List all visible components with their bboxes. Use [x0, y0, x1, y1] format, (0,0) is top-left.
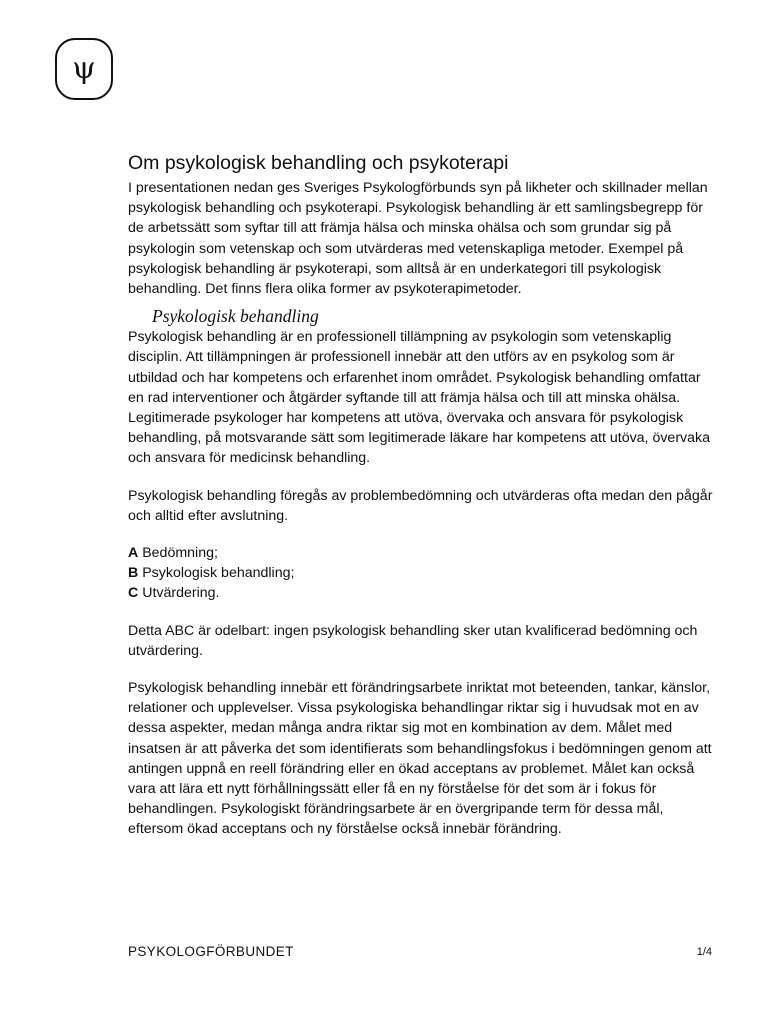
document-body	[128, 150, 718, 840]
document-title: Om psykologisk behandling och psykoterapi	[128, 152, 509, 174]
paragraph-definition: Psykologisk behandling är en professionell tillämpning av psykologin som vetenskaplig disciplin. Att tillämpningen är professionell innebär att den utförs av en psykolog som är utbildad och har kompetens och erfarenhet inom området. Psykologisk behandling omfattar en rad interventioner och åtgärder syftande till att främja hälsa och till att minska ohälsa. Legitimerade psykologer har kompetens att utöva, övervaka och ansvara för psykologisk behandling, på motsvarande sätt som legitimerade läkare har kompetens att utöva, övervaka och ansvara för medicinsk behandling.	[128, 329, 711, 467]
list-item	[128, 563, 718, 583]
list-item	[128, 543, 718, 563]
list-letter: C	[128, 585, 139, 602]
paragraph-assessment: Psykologisk behandling föregås av problembedömning och utvärderas ofta medan den pågår och alltid efter avslutning.	[128, 487, 713, 524]
abc-list	[128, 543, 718, 604]
list-text: Psykologisk behandling;	[142, 565, 295, 582]
paragraph-abc-note: Detta ABC är odelbart: ingen psykologisk behandling sker utan kvalificerad bedömning och utvärdering.	[128, 622, 698, 659]
psi-logo-icon	[55, 38, 113, 100]
list-text: Bedömning;	[142, 545, 218, 562]
list-text: Utvärdering.	[142, 585, 220, 602]
logo-symbol: ψ	[72, 51, 96, 86]
paragraph-change-work: Psykologisk behandling innebär ett förändringsarbete inriktat mot beteenden, tankar, känslor, relationer och upplevelser. Vissa psykologiska behandlingar riktar sig i huvudsak mot en av dessa aspekter, medan många andra riktar sig mot en kombination av dem. Målet med insatsen är att påverka det som identifierats som behandlingsfokus i bedömningen genom att antingen uppnå en reell förändring eller en ökad acceptans av problemet. Målet kan också vara att lära ett nytt förhållningssätt eller få en ny förståelse för det som är i fokus för behandlingen. Psykologiskt förändringsarbete är en övergripande term för dessa mål, eftersom ökad acceptans och ny förståelse också innebär förändring.	[128, 680, 712, 838]
list-letter: A	[128, 545, 139, 562]
intro-paragraph: I presentationen nedan ges Sveriges Psykologförbunds syn på likheter och skillnader mellan psykologisk behandling och psykoterapi. Psykologisk behandling är ett samlingsbegrepp för de arbetssätt som syftar till att främja hälsa och minska ohälsa och som grundar sig på psykologin som vetenskap och som utvärderas med vetenskapliga metoder. Exempel på psykologisk behandling är psykoterapi, som alltså är en underkategori till psykologisk behandling. Det finns flera olika former av psykoterapimetoder.	[128, 180, 708, 298]
page-number: 1/4	[696, 946, 712, 958]
section-heading: Psykologisk behandling	[152, 306, 319, 327]
list-letter: B	[128, 565, 139, 582]
list-item	[128, 583, 718, 603]
footer-organization: PSYKOLOGFÖRBUNDET	[128, 944, 294, 959]
